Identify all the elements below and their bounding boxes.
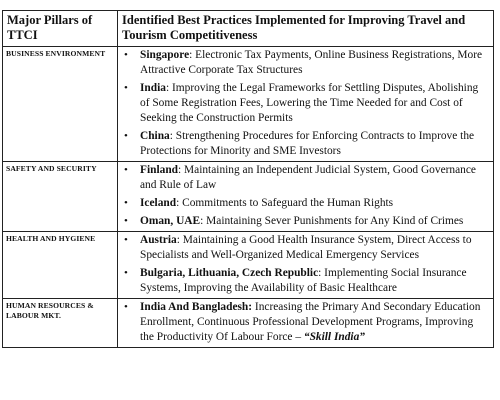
practices-cell — [118, 47, 494, 162]
list-item — [120, 163, 489, 193]
practice-description: : Strengthening Procedures for Enforcing Contracts to Improve the Protections for Minority and SME Investors — [140, 130, 475, 157]
table-row — [3, 47, 494, 162]
practice-list — [120, 233, 489, 296]
table-body — [3, 47, 494, 348]
pillar-name: HEALTH AND HYGIENE — [3, 232, 118, 299]
country-name: Iceland — [140, 197, 177, 209]
practice-list — [120, 300, 489, 345]
bullet-icon: • — [124, 234, 128, 246]
pillar-name: BUSINESS ENVIRONMENT — [3, 47, 118, 162]
country-name: China — [140, 130, 170, 142]
header-pillars: Major Pillars of TTCI — [3, 11, 118, 47]
practices-cell — [118, 232, 494, 299]
bullet-icon: • — [124, 197, 128, 209]
practice-tagline: “Skill India” — [303, 331, 365, 343]
country-name: India — [140, 82, 166, 94]
practices-cell — [118, 299, 494, 348]
practices-cell — [118, 162, 494, 232]
list-item — [120, 81, 489, 126]
bullet-icon: • — [124, 164, 128, 176]
list-item — [120, 214, 489, 229]
practice-list — [120, 48, 489, 159]
practice-description: : Commitments to Safeguard the Human Rights — [176, 197, 394, 209]
bullet-icon: • — [124, 130, 128, 142]
practice-description: : Electronic Tax Payments, Online Business Registrations, More Attractive Corporate Tax Structures — [140, 49, 483, 76]
country-name: Singapore — [140, 49, 190, 61]
pillar-name: HUMAN RESOURCES & LABOUR MKT. — [3, 299, 118, 348]
list-item — [120, 266, 489, 296]
bullet-icon: • — [124, 301, 128, 313]
country-name: Finland — [140, 164, 178, 176]
practice-description: : Implementing Social Insurance Systems, Improving the Availability of Basic Healthcare — [140, 267, 467, 294]
country-name: Bulgaria, Lithuania, Czech Republic — [140, 267, 319, 279]
country-name: Oman, UAE — [140, 215, 201, 227]
bullet-icon: • — [124, 49, 128, 61]
list-item — [120, 129, 489, 159]
list-item — [120, 48, 489, 78]
list-item — [120, 233, 489, 263]
pillar-name: SAFETY AND SECURITY — [3, 162, 118, 232]
bullet-icon: • — [124, 267, 128, 279]
country-name: Austria — [140, 234, 177, 246]
practice-description: : Maintaining a Good Health Insurance System, Direct Access to Specialists and Well-Organized Medical Emergency Services — [140, 234, 472, 261]
best-practices-table — [2, 10, 494, 348]
header-best-practices: Identified Best Practices Implemented for Improving Travel and Tourism Competitiveness — [118, 11, 494, 47]
practice-description: : Improving the Legal Frameworks for Settling Disputes, Abolishing of Some Registration Fees, Lowering the Time Needed for and Cost of Seeking the Construction Permits — [140, 82, 479, 124]
practice-description: Increasing the Primary And Secondary Education Enrollment, Continuous Professional Development Programs, Improving the Productivity Of Labour Force – — [140, 301, 481, 343]
country-name: India And Bangladesh: — [140, 301, 253, 313]
table-row — [3, 299, 494, 348]
practice-description: : Maintaining an Independent Judicial System, Good Governance and Rule of Law — [140, 164, 476, 191]
table-row — [3, 232, 494, 299]
bullet-icon: • — [124, 215, 128, 227]
list-item — [120, 300, 489, 345]
table-header-row — [3, 11, 494, 47]
practice-description: : Maintaining Sever Punishments for Any Kind of Crimes — [200, 215, 464, 227]
table-row — [3, 162, 494, 232]
practice-list — [120, 163, 489, 229]
bullet-icon: • — [124, 82, 128, 94]
list-item — [120, 196, 489, 211]
